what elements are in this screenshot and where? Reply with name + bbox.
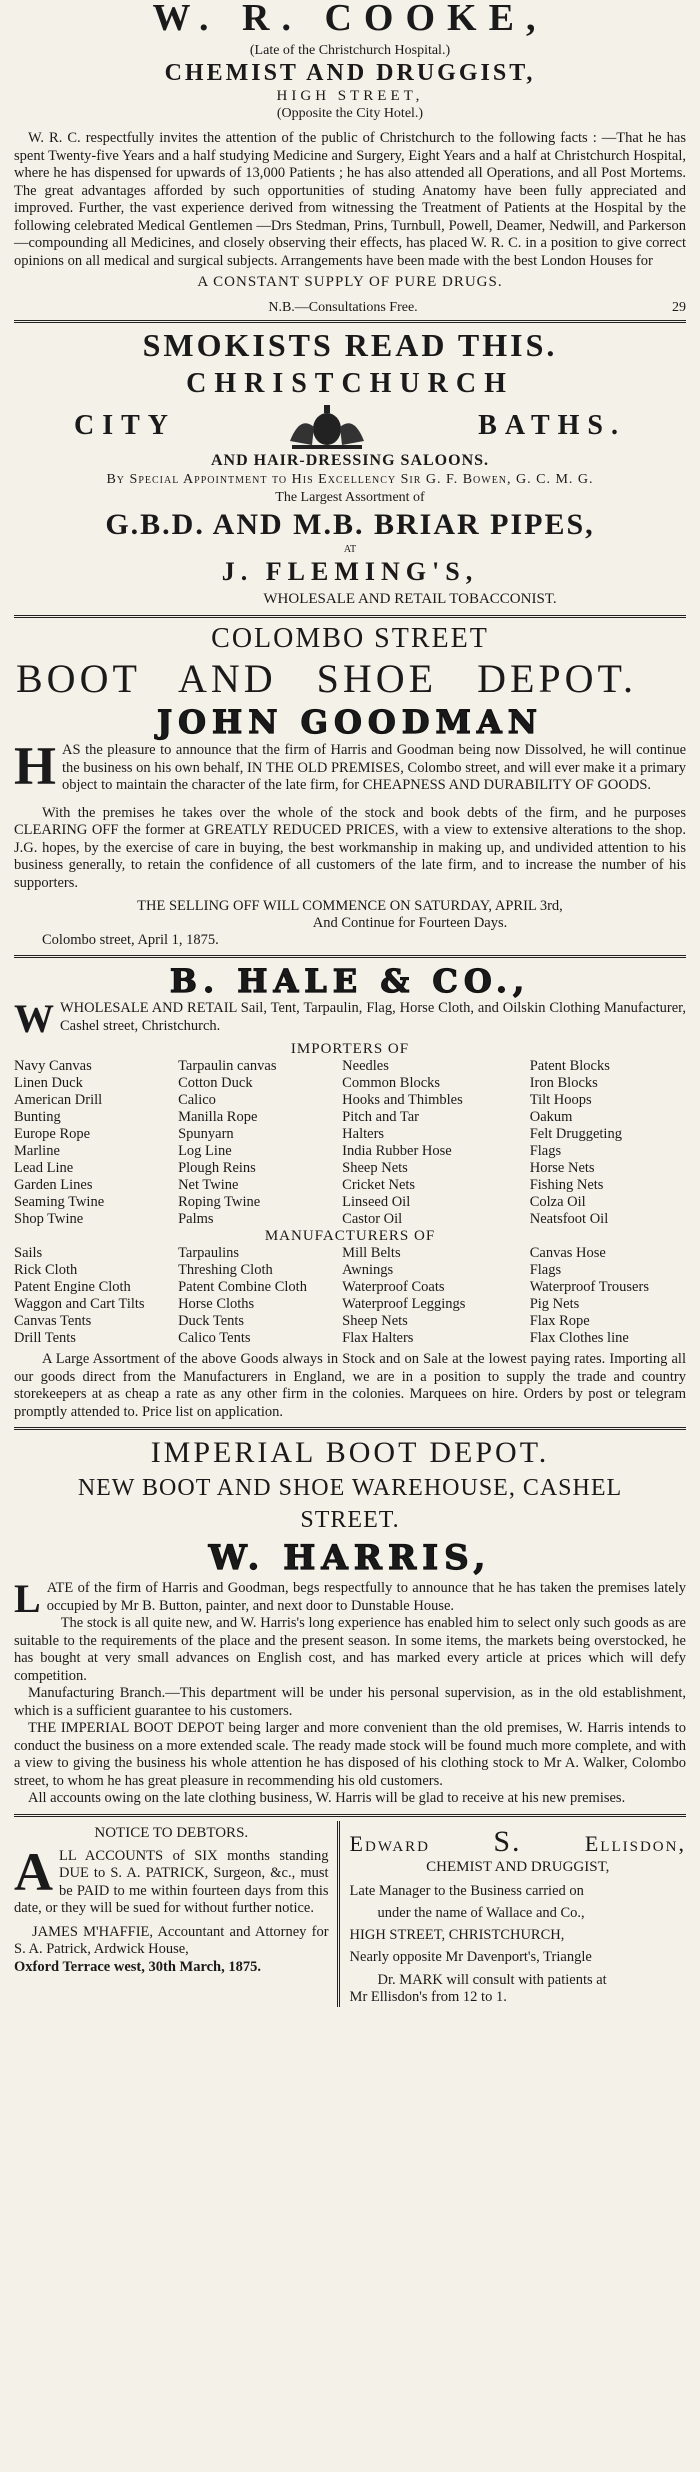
- goods-item: Waterproof Coats: [342, 1279, 445, 1295]
- hale-intro-wrap: [14, 996, 686, 1041]
- goods-item: Patent Combine Cloth: [178, 1279, 307, 1295]
- divider: [14, 320, 686, 323]
- goods-item: Tarpaulin canvas: [178, 1058, 277, 1074]
- fleming-trade: WHOLESALE AND RETAIL TOBACCONIST.: [263, 591, 557, 607]
- goods-item: Drill Tents: [14, 1330, 76, 1346]
- fleming-appointment: By Special Appointment to His Excellency Sir G. F. Bowen, G. C. M. G.: [106, 472, 594, 487]
- goods-item: Horse Nets: [529, 1160, 595, 1176]
- goods-item: Flax Rope: [529, 1313, 590, 1329]
- goods-item: Fishing Nets: [529, 1177, 604, 1193]
- goods-item: Net Twine: [178, 1177, 239, 1193]
- goods-item: Flax Halters: [342, 1330, 414, 1346]
- goods-item: Waterproof Leggings: [342, 1296, 466, 1312]
- goods-item: Flags: [529, 1262, 562, 1278]
- fleming-largest: The Largest Assortment of: [275, 490, 425, 505]
- ellisdon-title: CHEMIST AND DRUGGIST,: [426, 1858, 610, 1875]
- goodman-p2: With the premises he takes over the whole of the stock and book debts of the firm, and he purposes CLEARING OFF the former at GREATLY REDUCED PRICES, with a view to extensive alterations to the shop. J.G. hopes, by the exercise of care in buying, the best workmanship in making up, and undivided attention to his business generally, to retain the confidence of all customers of the late firm, and to increase the number of his supporters.: [14, 804, 686, 891]
- hale-name: B. HALE & CO.,: [169, 962, 531, 1000]
- divider: [14, 955, 686, 958]
- goods-item: Castor Oil: [342, 1211, 403, 1227]
- fleming-saloons: AND HAIR-DRESSING SALOONS.: [210, 452, 490, 469]
- fleming-name: J. FLEMING'S,: [221, 557, 479, 586]
- hale-importers-title: IMPORTERS OF: [290, 1041, 410, 1057]
- goods-item: Cotton Duck: [178, 1075, 253, 1091]
- harris-p5: All accounts owing on the late clothing business, W. Harris will be glad to receive at his new premises.: [28, 1790, 626, 1806]
- ellisdon-line6: Mr Ellisdon's from 12 to 1.: [349, 1989, 507, 2005]
- goods-item: Tarpaulins: [178, 1245, 240, 1261]
- importers-grid: [14, 1058, 686, 1228]
- goods-item: Canvas Hose: [529, 1245, 606, 1261]
- bottom-notices: [14, 1821, 686, 2007]
- goods-item: Linen Duck: [14, 1075, 83, 1091]
- goods-item: Calico Tents: [178, 1330, 251, 1346]
- goods-item: Manilla Rope: [178, 1109, 258, 1125]
- goods-item: Duck Tents: [178, 1313, 245, 1329]
- divider: [14, 615, 686, 618]
- cooke-supply: A CONSTANT SUPPLY OF PURE DRUGS.: [197, 274, 503, 290]
- harris-p1: ATE of the firm of Harris and Goodman, begs respectfully to announce that he has taken the premises lately occupied by Mr B. Button, painter, and next door to Dunstable House.: [46, 1580, 686, 1614]
- harris-p1-wrap: [14, 1576, 686, 1621]
- goods-item: Log Line: [178, 1143, 232, 1159]
- goodman-p1-wrap: [14, 736, 686, 796]
- goodman-date: Colombo street, April 1, 1875.: [42, 932, 219, 948]
- goods-item: Plough Reins: [178, 1160, 256, 1176]
- goods-item: Waggon and Cart Tilts: [14, 1296, 145, 1312]
- goods-item: Navy Canvas: [14, 1058, 92, 1074]
- goods-item: Horse Cloths: [178, 1296, 255, 1312]
- goods-item: Sheep Nets: [342, 1160, 408, 1176]
- cooke-street: HIGH STREET,: [276, 88, 424, 104]
- harris-depot: IMPERIAL BOOT DEPOT.: [150, 1436, 550, 1469]
- goods-item: Oakum: [529, 1109, 573, 1125]
- goods-item: Pitch and Tar: [342, 1109, 420, 1125]
- fleming-city: CITY: [74, 410, 177, 441]
- cooke-opposite: (Opposite the City Hotel.): [276, 106, 424, 121]
- goods-item: Sheep Nets: [342, 1313, 408, 1329]
- goods-item: Iron Blocks: [529, 1075, 598, 1091]
- hale-intro: WHOLESALE AND RETAIL Sail, Tent, Tarpaulin, Flag, Horse Cloth, and Oilskin Clothing Manufacturer, Cashel street, Christchurch.: [60, 1000, 686, 1034]
- goods-item: India Rubber Hose: [342, 1143, 452, 1159]
- debtors-title: NOTICE TO DEBTORS.: [94, 1824, 249, 1841]
- ellisdon-last: Ellisdon,: [584, 1830, 686, 1856]
- debtors-signature: JAMES M'HAFFIE, Accountant and Attorney for S. A. Patrick, Ardwick House,: [14, 1923, 329, 1957]
- goods-item: Seaming Twine: [14, 1194, 105, 1210]
- goodman-advert: [14, 622, 686, 949]
- goods-item: Europe Rope: [14, 1126, 91, 1142]
- harris-warehouse: NEW BOOT AND SHOE WAREHOUSE, CASHEL STREET.: [77, 1475, 623, 1533]
- goods-item: Tilt Hoops: [529, 1092, 592, 1108]
- goods-item: Rick Cloth: [14, 1262, 78, 1278]
- goods-item: Roping Twine: [178, 1194, 261, 1210]
- cooke-body: W. R. C. respectfully invites the attention of the public of Christchurch to the following facts : —That he has spent Twenty-five Years and a half studying Medicine and Surgery, Eight Years and a half at Christchurch Hospital, where he has dispensed for upwards of 13,000 Patients ; he has also attended all Operations, and all Post Mortems. The great advantages afforded by such opportunities of studing Anatomy have been fully appreciated and improved. Further, the vast experience derived from witnessing the Treatment of Patients at the Hospital by the following celebrated Medical Gentlemen —Drs Stedman, Prins, Turnbull, Powell, Deamer, Nedwill, and Parkerson—compounding all Medicines, and closely observing their effects, has placed W. R. C. in a position to give correct opinions on all medical and surgical subjects. Arrangements have been made with the best London Houses for: [14, 130, 686, 269]
- harris-p3: Manufacturing Branch.—This department will be under his personal supervision, as in the old establishment, which is a sufficient guarantee to his customers.: [14, 1685, 686, 1719]
- goods-item: Felt Druggeting: [529, 1126, 622, 1142]
- goods-item: Patent Engine Cloth: [14, 1279, 131, 1295]
- goodman-selling: THE SELLING OFF WILL COMMENCE ON SATURDAY, APRIL 3rd,: [137, 898, 563, 914]
- fleming-at: AT: [343, 544, 357, 555]
- debtors-notice: [14, 1821, 337, 2007]
- page-number: 29: [672, 300, 686, 315]
- goods-item: Halters: [342, 1126, 385, 1142]
- goods-item: Neatsfoot Oil: [529, 1211, 609, 1227]
- ellisdon-line1: Late Manager to the Business carried on: [349, 1882, 584, 1899]
- ellisdon-mid: S.: [493, 1824, 522, 1858]
- goods-item: Needles: [342, 1058, 389, 1074]
- ellisdon-line5: Dr. MARK will consult with patients at: [377, 1971, 607, 1988]
- goods-item: Common Blocks: [342, 1075, 441, 1091]
- goods-item: Linseed Oil: [342, 1194, 411, 1210]
- fleming-line1: CHRISTCHURCH: [186, 368, 514, 399]
- fleming-headline: SMOKISTS READ THIS.: [142, 327, 558, 363]
- debtors-body: LL ACCOUNTS of SIX months standing DUE to S. A. PATRICK, Surgeon, &c., must be PAID to me within fourteen days from this date, or they will be sued for without further notice.: [14, 1847, 329, 1916]
- goods-item: Calico: [178, 1092, 216, 1108]
- goods-item: Waterproof Trousers: [529, 1279, 649, 1295]
- goods-item: Colza Oil: [529, 1194, 586, 1210]
- harris-p2: The stock is all quite new, and W. Harris's long experience has enabled him to select only such goods as are suitable to the requirements of the place and the present season. In some items, the markets being overstocked, he has bought at very small advances on English cost, and has marked every article at prices which will defy competition.: [14, 1615, 686, 1684]
- goodman-street: COLOMBO STREET: [211, 623, 489, 654]
- cooke-nb: N.B.—Consultations Free.: [268, 300, 418, 315]
- goods-item: Lead Line: [14, 1160, 74, 1176]
- divider: [14, 1814, 686, 1817]
- goods-item: American Drill: [14, 1092, 103, 1108]
- goodman-depot: BOOT AND SHOE DEPOT.: [16, 656, 637, 701]
- goods-item: Threshing Cloth: [178, 1262, 273, 1278]
- goodman-name: JOHN GOODMAN: [157, 703, 543, 741]
- goods-item: Garden Lines: [14, 1177, 93, 1193]
- hale-advert: [14, 962, 686, 1421]
- ellisdon-line4: Nearly opposite Mr Davenport's, Triangle: [349, 1948, 592, 1965]
- dropcap-a: A: [14, 1841, 53, 1902]
- ellisdon-first: Edward: [349, 1830, 430, 1856]
- goods-item: Palms: [178, 1211, 214, 1227]
- goods-item: Hooks and Thimbles: [342, 1092, 463, 1108]
- ellisdon-line3: HIGH STREET, CHRISTCHURCH,: [349, 1926, 565, 1943]
- divider: [14, 1427, 686, 1430]
- goods-item: Cricket Nets: [342, 1177, 416, 1193]
- goods-item: Spunyarn: [178, 1126, 234, 1142]
- ellisdon-advert: [337, 1821, 686, 2007]
- fleming-advert: [14, 327, 686, 609]
- goods-item: Patent Blocks: [529, 1058, 610, 1074]
- goods-item: Canvas Tents: [14, 1313, 92, 1329]
- harris-name: W. HARRIS,: [208, 1538, 492, 1578]
- royal-crest-icon: [282, 401, 372, 451]
- fleming-pipes: G.B.D. AND M.B. BRIAR PIPES,: [105, 508, 595, 541]
- goods-item: Sails: [14, 1245, 43, 1261]
- dropcap-w: W: [14, 996, 54, 1041]
- goods-item: Marline: [14, 1143, 60, 1159]
- cooke-late: (Late of the Christchurch Hospital.): [249, 43, 451, 58]
- goods-item: Shop Twine: [14, 1211, 84, 1227]
- ellisdon-line2: under the name of Wallace and Co.,: [377, 1904, 585, 1921]
- dropcap-h: H: [14, 736, 57, 796]
- cooke-title: CHEMIST AND DRUGGIST,: [164, 60, 536, 86]
- goods-item: Bunting: [14, 1109, 61, 1125]
- manufacturers-grid: [14, 1245, 686, 1347]
- goods-item: Mill Belts: [342, 1245, 401, 1261]
- debtors-address: Oxford Terrace west, 30th March, 1875.: [14, 1958, 261, 1975]
- goods-item: Awnings: [342, 1262, 394, 1278]
- fleming-baths: BATHS.: [478, 410, 626, 441]
- goodman-p1: AS the pleasure to announce that the firm of Harris and Goodman being now Dissolved, he will continue the business on his own behalf, IN THE OLD PREMISES, Colombo street, and will ever make it a primary object to maintain the character of the late firm, for CHEAPNESS AND DURABILITY OF GOODS.: [62, 742, 686, 793]
- harris-p4: THE IMPERIAL BOOT DEPOT being larger and more convenient than the old premises, W. Harris intends to conduct the business on a more extended scale. The ready made stock will be found much more complete, and with a view to giving the business his whole attention he has disposed of his clothing stock to Mr A. Walker, Colombo street, to whom he has great pleasure in recommending his old customers.: [14, 1720, 686, 1789]
- goodman-continue: And Continue for Fourteen Days.: [312, 915, 508, 931]
- goods-item: Pig Nets: [529, 1296, 580, 1312]
- hale-closing: A Large Assortment of the above Goods always in Stock and on Sale at the lowest paying rates. Importing all our goods direct from the Manufacturers in England, we are in a position to supply the trade and country storekeepers at as cheap a rate as any other firm in the colonies. Marquees on hire. Orders by post or telegram promptly attended to. Price list on application.: [14, 1351, 686, 1420]
- goods-item: Flags: [529, 1143, 562, 1159]
- hale-manufacturers-title: MANUFACTURERS OF: [264, 1228, 436, 1244]
- goods-item: Flax Clothes line: [529, 1330, 629, 1346]
- dropcap-l: L: [14, 1576, 41, 1621]
- debtors-body-wrap: [14, 1841, 329, 1918]
- harris-advert: [14, 1434, 686, 1808]
- cooke-advert: [14, 0, 686, 316]
- cooke-name: W. R. COOKE,: [152, 0, 548, 39]
